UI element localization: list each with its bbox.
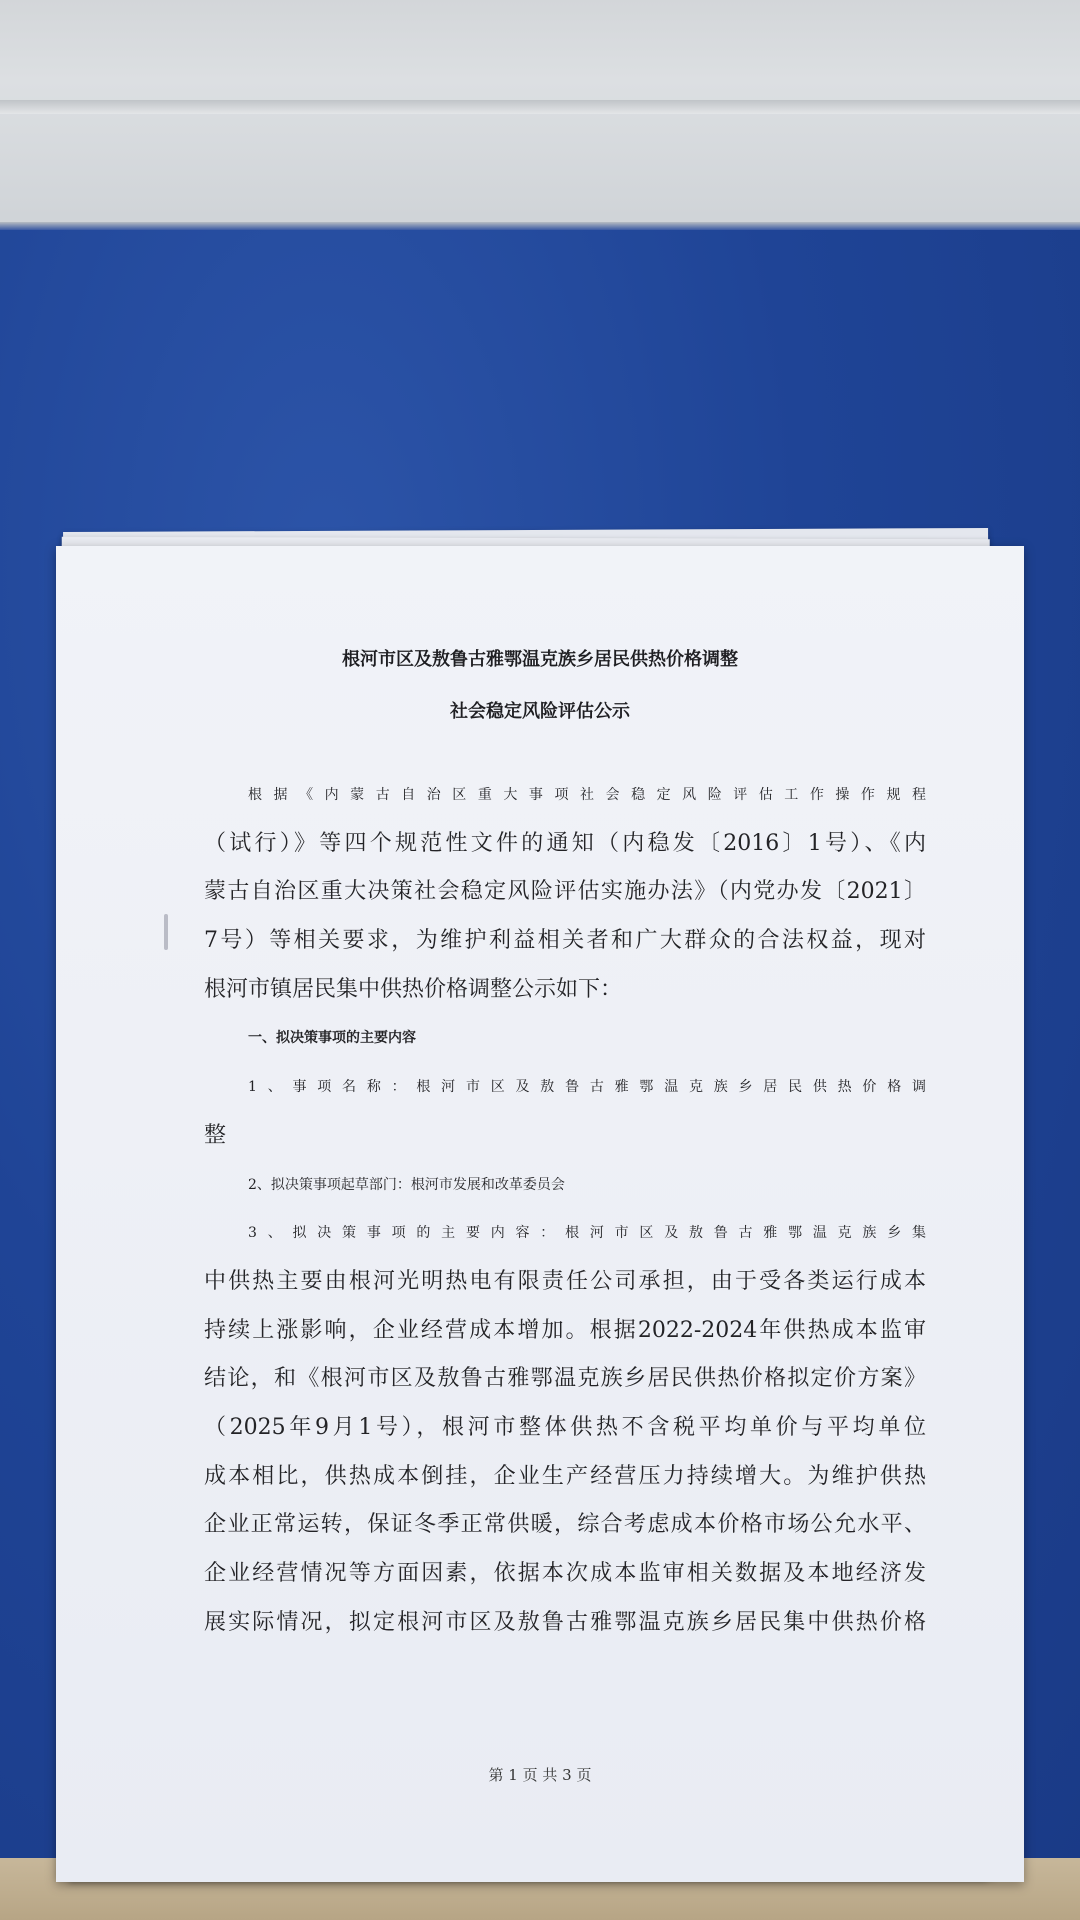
document-body (204, 771, 926, 1647)
body-line: 1、事项名称：根河市区及敖鲁古雅鄂温克族乡居民供热价格调 (248, 1079, 926, 1096)
body-line: 2、拟决策事项起草部门：根河市发展和改革委员会 (248, 1176, 565, 1193)
body-line: 整 (204, 1122, 227, 1148)
ink-mark (164, 914, 168, 950)
window-frame-lip (0, 100, 1080, 114)
page-number-footer: 第 1 页 共 3 页 (488, 1766, 592, 1784)
title-line-2: 社会稳定风险评估公示 (450, 701, 630, 722)
body-line: 成本相比，供热成本倒挂，企业生产经营压力持续增大。为维护供热 (204, 1463, 926, 1489)
body-line: 企业经营情况等方面因素，依据本次成本监审相关数据及本地经济发 (204, 1561, 926, 1586)
body-line: 企业正常运转，保证冬季正常供暖，综合考虑成本价格市场公允水平、 (204, 1512, 926, 1538)
title-line-1: 根河市区及敖鲁古雅鄂温克族乡居民供热价格调整 (342, 649, 738, 670)
body-line: 3、拟决策事项的主要内容：根河市区及敖鲁古雅鄂温克族乡集 (248, 1225, 926, 1242)
window-frame (0, 0, 1080, 230)
body-line: 蒙古自治区重大决策社会稳定风险评估实施办法》（内党办发〔2021〕 (204, 879, 926, 905)
body-line: 根据《内蒙古自治区重大事项社会稳定风险评估工作操作规程 (248, 787, 926, 803)
notice-document-page (56, 546, 1024, 1882)
document-title (56, 634, 1024, 738)
body-line: 结论，和《根河市区及敖鲁古雅鄂温克族乡居民供热价格拟定价方案》 (204, 1366, 926, 1392)
body-line: （试行）》等四个规范性文件的通知（内稳发〔2016〕1号）、《内 (204, 830, 926, 856)
body-line: 展实际情况，拟定根河市区及敖鲁古雅鄂温克族乡居民集中供热价格 (204, 1609, 926, 1635)
body-line: 根河市镇居民集中供热价格调整公示如下： (204, 976, 623, 1002)
body-line: 7号）等相关要求，为维护利益相关者和广大群众的合法权益，现对 (204, 928, 926, 954)
body-line: 中供热主要由根河光明热电有限责任公司承担，由于受各类运行成本 (204, 1268, 926, 1294)
body-line: 持续上涨影响，企业经营成本增加。根据2022-2024年供热成本监审 (204, 1317, 926, 1343)
body-line: （2025年9月1号），根河市整体供热不含税平均单价与平均单位 (204, 1414, 926, 1440)
board-top-edge (0, 222, 1080, 230)
section-heading: 一、拟决策事项的主要内容 (248, 1030, 416, 1047)
